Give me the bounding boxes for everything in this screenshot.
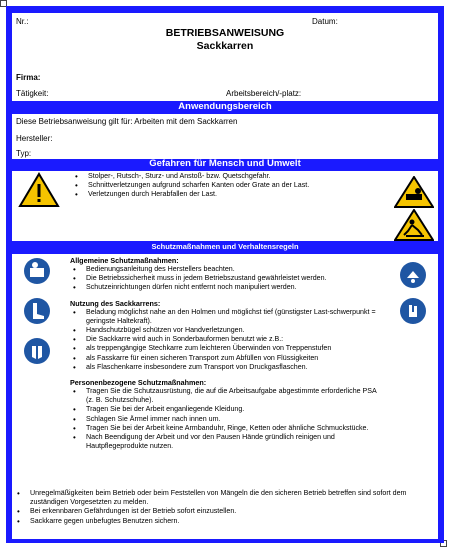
anwendungsbereich-section: [12, 114, 438, 159]
list-item: • Verletzungen durch Herabfallen der Last.: [72, 190, 309, 199]
typ-label: Typ:: [16, 149, 32, 158]
allgemein-list: [70, 265, 400, 293]
firma-label: Firma:: [16, 73, 41, 82]
list-item: • Sackkarre gegen unbefugtes Benutzen sichern.: [14, 517, 434, 526]
list-item: • als Flaschenkarre insbesondere zum Transport von Druckgasflaschen.: [70, 363, 400, 372]
datum-label: Datum:: [312, 17, 338, 26]
list-item: • Tragen Sie bei der Arbeit enganliegende Kleidung.: [70, 405, 400, 414]
operating-instruction-sheet: [6, 6, 444, 543]
gefahren-section: [12, 171, 438, 241]
allgemein-heading: Allgemeine Schutzmaßnahmen:: [70, 256, 179, 265]
list-item: • Nach Beendigung der Arbeit und vor den Pausen Hände gründlich reinigen und Hautpflegeprodukte nutzen.: [70, 433, 386, 451]
stoerungen-section: [12, 487, 438, 539]
list-item: • Bei erkennbaren Gefährdungen ist der Betrieb sofort einzustellen.: [14, 507, 434, 516]
schutz-content: [70, 256, 400, 451]
personen-list: [70, 387, 400, 451]
crush-hazard-icon: [394, 176, 434, 208]
section-heading-stoerungen: Verhalten bei Störungen: [170, 474, 280, 485]
section-heading-anwendungsbereich: Anwendungsbereich: [178, 101, 272, 112]
nr-label: Nr.:: [16, 17, 29, 26]
list-item: • Schutzeinrichtungen dürfen nicht entfernt noch manipuliert werden.: [70, 283, 400, 292]
arbeitsbereich-label: Arbeitsbereich/-platz:: [226, 89, 302, 98]
page-title: BETRIEBSANWEISUNG: [165, 27, 285, 39]
general-warning-icon: [18, 172, 60, 208]
hersteller-label: Hersteller:: [16, 134, 53, 143]
firma-row: [12, 68, 438, 88]
page-subtitle: Sackkarren: [196, 40, 254, 52]
list-item: • Die Sackkarre wird auch in Sonderbauformen benutzt wie z.B.:: [70, 335, 400, 344]
list-item: • Schnittverletzungen aufgrund scharfen Kanten oder Grate an der Last.: [72, 181, 309, 190]
stoerungen-list: [14, 489, 434, 526]
trip-hazard-icon: [394, 209, 434, 241]
list-item: • Tragen Sie die Schutzausrüstung, die auf die Arbeitsaufgabe abgestimmte erforderliche PSA (z. B. Schutzschuhe).: [70, 387, 386, 405]
list-item: • Handschutzbügel schützen vor Handverletzungen.: [70, 326, 400, 335]
nutzung-list: [70, 308, 400, 372]
taetigkeit-label: Tätigkeit:: [16, 89, 49, 98]
anwendungsbereich-text: Diese Betriebsanweisung gilt für: Arbeiten mit dem Sackkarren: [16, 117, 238, 126]
list-item: • als Fasskarre für einen sicheren Transport zum Abfüllen von Flüssigkeiten: [70, 354, 400, 363]
section-heading-schutzmassnahmen: Schutzmaßnahmen und Verhaltensregeln: [151, 242, 299, 251]
header-section: [12, 13, 438, 72]
wash-hands-icon: [400, 262, 426, 288]
list-item: • Tragen Sie bei der Arbeit keine Armbanduhr, Ringe, Ketten oder ähnliche Schmuckstücke.: [70, 424, 386, 433]
personen-heading: Personenbezogene Schutzmaßnahmen:: [70, 378, 207, 388]
list-item: • Die Betriebssicherheit muss in jedem Betriebszustand gewährleistet werden.: [70, 274, 400, 283]
list-item: • Stolper-, Rutsch-, Sturz- und Anstoß- bzw. Quetschgefahr.: [72, 172, 309, 181]
list-item: • als treppengängige Stechkarre zum leichteren Überwinden von Treppenstufen: [70, 344, 400, 353]
safety-gloves-icon: [24, 338, 50, 364]
hand-protection-cream-icon: [400, 298, 426, 324]
list-item: • Unregelmäßigkeiten beim Betrieb oder beim Feststellen von Mängeln die den sicheren Betrieb betreffen sind sofort dem zuständigen Vorgesetzten zu melden.: [14, 489, 434, 507]
read-manual-icon: [24, 258, 50, 284]
safety-shoes-icon: [24, 298, 50, 324]
list-item: • Beladung möglichst nahe an den Holmen und möglichst tief (günstigster Last-schwerpunkt = geringste Haltekraft).: [70, 308, 386, 326]
gefahren-list: [72, 172, 309, 200]
list-item: • Bedienungsanleitung des Herstellers beachten.: [70, 265, 400, 274]
list-item: • Schlagen Sie Ärmel immer nach innen um.: [70, 415, 400, 424]
nutzung-heading: Nutzung des Sackkarrens:: [70, 298, 161, 308]
section-heading-gefahren: Gefahren für Mensch und Umwelt: [149, 158, 301, 169]
